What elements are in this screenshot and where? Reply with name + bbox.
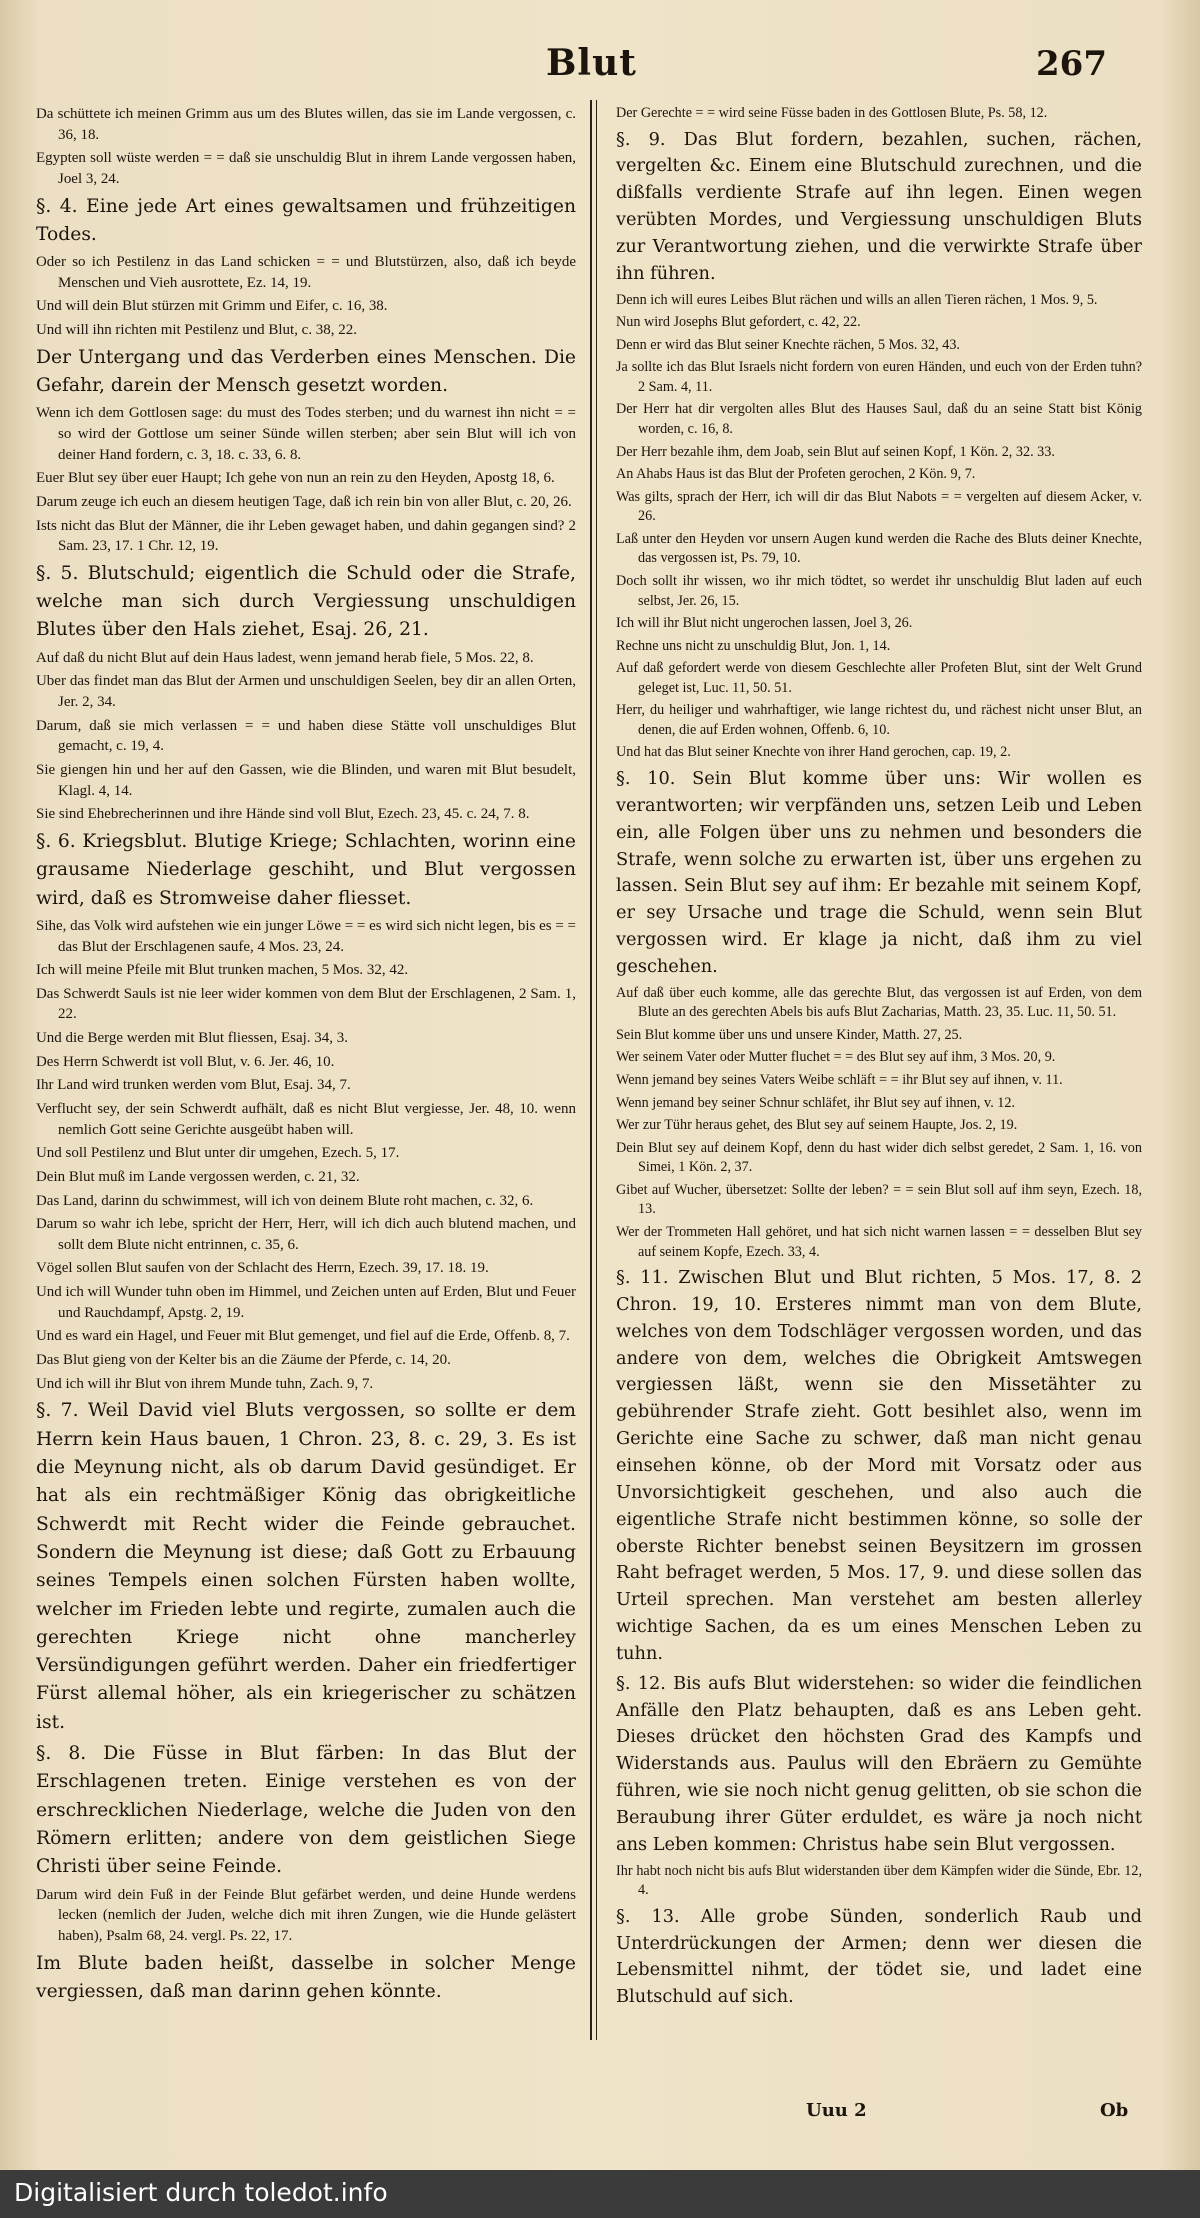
- footer-link[interactable]: toledot.info: [244, 2178, 388, 2207]
- left-column: [36, 104, 576, 2024]
- scripture-quote: Was gilts, sprach der Herr, ich will dir das Blut Nabots = = vergelten auf diesem Acker, v. 26.: [616, 488, 1142, 525]
- catchword: Ob: [1100, 2100, 1129, 2121]
- scripture-quote: Und die Berge werden mit Blut fliessen, Esaj. 34, 3.: [36, 1030, 348, 1047]
- section-paragraph: §. 10. Sein Blut komme über uns: Wir wollen es verantworten; wir verpfänden uns, setzen Leib und Leben ein, alle Folgen über uns zu nehmen und besonders die Strafe, wenn solche zu erwarten ist, über uns ergehen zu lassen. Sein Blut sey auf ihm: Er bezahle mit seinem Kopf, er sey Ursache und trage die Schuld, wenn sein Blut vergossen wird. Er klage ja nicht, daß ihm zu viel geschehen.: [616, 769, 1142, 977]
- scripture-quote: Dein Blut muß im Lande vergossen werden, c. 21, 32.: [36, 1168, 360, 1185]
- signature-mark: Uuu 2: [806, 2100, 867, 2121]
- scripture-quote: Verflucht sey, der sein Schwerdt aufhält, daß es nicht Blut vergiesse, Jer. 48, 10. wenn nemlich Gott seine Gerichte ausgeübt haben will.: [36, 1100, 576, 1138]
- scripture-quote: Und es ward ein Hagel, und Feuer mit Blut gemenget, und fiel auf die Erde, Offenb. 8, 7.: [36, 1328, 570, 1345]
- page-header: [0, 42, 1200, 92]
- scripture-quote: Der Herr hat dir vergolten alles Blut des Hauses Saul, daß du an seine Statt bist König worden, c. 16, 8.: [616, 401, 1142, 437]
- scripture-quote: Das Land, darinn du schwimmest, will ich von deinem Blute roht machen, c. 32, 6.: [36, 1192, 534, 1209]
- scripture-quote: An Ahabs Haus ist das Blut der Profeten gerochen, 2 Kön. 9, 7.: [616, 466, 976, 483]
- scripture-quote: Da schüttete ich meinen Grimm aus um des Blutes willen, das sie im Lande vergossen, c. 36, 18.: [36, 106, 576, 143]
- scripture-quote: Uber das findet man das Blut der Armen und unschuldigen Seelen, bey dir an allen Orten, Jer. 2, 34.: [36, 673, 576, 711]
- scripture-quote: Wer seinem Vater oder Mutter fluchet = = des Blut sey auf ihm, 3 Mos. 20, 9.: [616, 1049, 1056, 1066]
- scripture-quote: Herr, du heiliger und wahrhaftiger, wie lange richtest du, und rächest nicht unser Blut, an denen, die auf Erden wohnen, Offenb. 6, 10.: [616, 702, 1142, 738]
- scripture-quote: Sie sind Ehebrecherinnen und ihre Hände sind voll Blut, Ezech. 23, 45. c. 24, 7. 8.: [36, 806, 530, 823]
- footer-credit: [14, 2178, 388, 2207]
- scripture-quote: Denn er wird das Blut seiner Knechte rächen, 5 Mos. 32, 43.: [616, 336, 960, 353]
- footer-bar: [0, 2170, 1200, 2218]
- scripture-quote: Ihr habt noch nicht bis aufs Blut widerstanden über dem Kämpfen wider die Sünde, Ebr. 12, 4.: [616, 1862, 1142, 1899]
- scripture-quote: Darum, daß sie mich verlassen = = und haben diese Stätte voll unschuldiges Blut gemacht, c. 19, 4.: [36, 717, 576, 755]
- scripture-quote: Des Herrn Schwerdt ist voll Blut, v. 6. Jer. 46, 10.: [36, 1053, 335, 1070]
- scripture-quote: Ihr Land wird trunken werden vom Blut, Esaj. 34, 7.: [36, 1077, 351, 1094]
- column-divider: [590, 100, 592, 2040]
- scripture-quote: Laß unter den Heyden vor unsern Augen kund werden die Rache des Bluts deiner Knechte, das vergossen ist, Ps. 79, 10.: [616, 530, 1142, 567]
- scripture-quote: Nun wird Josephs Blut gefordert, c. 42, 22.: [616, 314, 861, 331]
- right-column: [616, 104, 1142, 2024]
- scripture-quote: Ich will ihr Blut nicht ungerochen lassen, Joel 3, 26.: [616, 615, 913, 632]
- section-paragraph: §. 12. Bis aufs Blut widerstehen: so wider die feindlichen Anfälle den Platz behaupten, daß es ans Leben geht. Dieses drücket den höchsten Grad des Kampfs und Widerstands aus. Paulus will den Ebräern zu Gemühte führen, wie sie noch nicht genug gelitten, ob sie schon die Beraubung ihrer Güter erduldet, es wäre ja noch nicht ans Leben kommen: Christus habe sein Blut vergossen.: [616, 1673, 1142, 1855]
- scripture-quote: Euer Blut sey über euer Haupt; Ich gehe von nun an rein zu den Heyden, Apostg 18, 6.: [36, 470, 555, 487]
- scripture-quote: Wenn jemand bey seines Vaters Weibe schläft = = ihr Blut sey auf ihnen, v. 11.: [616, 1072, 1063, 1088]
- scripture-quote: Ich will meine Pfeile mit Blut trunken machen, 5 Mos. 32, 42.: [36, 962, 409, 979]
- scripture-quote: Darum so wahr ich lebe, spricht der Herr, Herr, will ich dich auch blutend machen, und sollt dem Blute nicht entrinnen, c. 35, 6.: [36, 1216, 576, 1253]
- scripture-quote: Der Gerechte = = wird seine Füsse baden in des Gottlosen Blute, Ps. 58, 12.: [616, 105, 1048, 121]
- scripture-quote: Ists nicht das Blut der Männer, die ihr Leben gewaget haben, und dahin gegangen sind? 2 Sam. 23, 17. 1 Chr. 12, 19.: [36, 517, 576, 555]
- scripture-quote: Rechne uns nicht zu unschuldig Blut, Jon. 1, 14.: [616, 637, 891, 654]
- section-paragraph: §. 6. Kriegsblut. Blutige Kriege; Schlachten, worinn eine grausame Niederlage geschiht, und Blut vergossen wird, daß es Stromweise daher fliesset.: [36, 830, 576, 909]
- scripture-quote: Oder so ich Pestilenz in das Land schicken = = und Blutstürzen, also, daß ich beyde Menschen und Vieh ausrottete, Ez. 14, 19.: [36, 254, 576, 291]
- scripture-quote: Auf daß über euch komme, alle das gerechte Blut, das vergossen ist auf Erden, von dem Blute an des gerechten Abels bis aufs Blut Zacharias, Matth. 23, 35. Luc. 11, 50. 51.: [616, 984, 1142, 1021]
- scripture-quote: Egypten soll wüste werden = = daß sie unschuldig Blut in ihrem Lande vergossen haben, Joel 3, 24.: [36, 150, 576, 187]
- scripture-quote: Sihe, das Volk wird aufstehen wie ein junger Löwe = = es wird sich nicht legen, bis es = = das Blut der Erschlagenen saufe, 4 Mos. 23, 24.: [36, 917, 576, 955]
- scripture-quote: Sie giengen hin und her auf den Gassen, wie die Blinden, und waren mit Blut besudelt, Klagl. 4, 14.: [36, 762, 576, 799]
- scripture-quote: Und will dein Blut stürzen mit Grimm und Eifer, c. 16, 38.: [36, 298, 388, 315]
- scripture-quote: Und ich will Wunder tuhn oben im Himmel, und Zeichen unten auf Erden, Blut und Feuer und Rauchdampf, Apstg. 2, 19.: [36, 1284, 576, 1321]
- scripture-quote: Vögel sollen Blut saufen von der Schlacht des Herrn, Ezech. 39, 17. 18. 19.: [36, 1260, 489, 1277]
- scripture-quote: Das Blut gieng von der Kelter bis an die Zäume der Pferde, c. 14, 20.: [36, 1352, 451, 1369]
- section-paragraph: §. 5. Blutschuld; eigentlich die Schuld oder die Strafe, welche man sich durch Vergiessung unschuldigen Blutes über den Hals ziehet, Esaj. 26, 21.: [36, 562, 576, 641]
- scripture-quote: Wer zur Tühr heraus gehet, des Blut sey auf seinem Haupte, Jos. 2, 19.: [616, 1117, 1018, 1134]
- scripture-quote: Und ich will ihr Blut von ihrem Munde tuhn, Zach. 9, 7.: [36, 1375, 374, 1392]
- section-paragraph: §. 9. Das Blut fordern, bezahlen, suchen, rächen, vergelten &c. Einem eine Blutschuld zurechnen, und die dißfalls verdiente Strafe auf ihn legen. Einen wegen verübten Mordes, und Vergiessung unschuldigen Bluts zur Verantwortung ziehen, und die verwirkte Strafe über ihn führen.: [616, 129, 1142, 284]
- scripture-quote: Und soll Pestilenz und Blut unter dir umgehen, Ezech. 5, 17.: [36, 1145, 400, 1162]
- section-paragraph: §. 7. Weil David viel Bluts vergossen, so sollte er dem Herrn kein Haus bauen, 1 Chron. 23, 8. c. 29, 3. Es ist die Meynung nicht, als ob darum David gesündiget. Er hat als ein rechtmäßiger König das obrigkeitliche Schwerdt mit Recht wider die Feinde gebrauchet. Sondern die Meynung ist diese; daß Gott zu Erbauung seines Tempels einen solchen Fürsten haben wollte, welcher im Frieden lebte und regirte, zumalen auch die gerechten Kriege nicht ohne mancherley Versündigungen geführt werden. Daher ein friedfertiger Fürst allemal höher, als ein kriegerischer zu schätzen ist.: [36, 1400, 576, 1733]
- scripture-quote: Ja sollte ich das Blut Israels nicht fordern von euren Händen, und euch von der Erden tuhn? 2 Sam. 4, 11.: [616, 359, 1142, 395]
- scripture-quote: Darum wird dein Fuß in der Feinde Blut gefärbet werden, und deine Hunde werdens lecken (nemlich der Juden, welche dich mit ihren Zungen, wie die Hunde gelästert haben), Psalm 68, 24. vergl. Ps. 22, 17.: [36, 1886, 576, 1944]
- scripture-quote: Denn ich will eures Leibes Blut rächen und wills an allen Tieren rächen, 1 Mos. 9, 5.: [616, 291, 1098, 308]
- section-paragraph: §. 8. Die Füsse in Blut färben: In das Blut der Erschlagenen treten. Einige verstehen es von der erschrecklichen Niederlage, welche die Juden von den Römern erlitten; andere von dem geistlichen Siege Christi über seine Feinde.: [36, 1743, 576, 1878]
- section-paragraph: Der Untergang und das Verderben eines Menschen. Die Gefahr, darein der Mensch gesetzt worden.: [36, 346, 576, 397]
- scripture-quote: Und will ihn richten mit Pestilenz und Blut, c. 38, 22.: [36, 322, 357, 339]
- scripture-quote: Der Herr bezahle ihm, dem Joab, sein Blut auf seinen Kopf, 1 Kön. 2, 32. 33.: [616, 443, 1055, 460]
- section-paragraph: §. 11. Zwischen Blut und Blut richten, 5 Mos. 17, 8. 2 Chron. 19, 10. Ersteres nimmt man von dem Blute, welches von dem Todschläger vergossen worden, und das andere von dem, welches die Obrigkeit Amtswegen vergiessen läßt, wenn sie den Missetähter zu gebührender Strafe zieht. Gott besihlet also, wenn im Gerichte eine Sache zu schwer, daß man nicht genau einsehen könne, ob der Mord mit Vorsatz oder aus Unvorsichtigkeit geschehen, und also auch die eigentliche Strafe nicht bestimmen könne, so solle der oberste Richter benebst seinen Beysitzern im grossen Raht befraget werden, 5 Mos. 17, 9. und diese sollen das Urteil sprechen. Man verstehet am besten allerley wichtige Sachen, da es um eines Menschen Leben zu tuhn.: [616, 1268, 1142, 1664]
- section-paragraph: §. 13. Alle grobe Sünden, sonderlich Raub und Unterdrückungen der Armen; denn wer diesen die Lebensmittel nihmt, der tödet sie, und ladet eine Blutschuld auf sich.: [616, 1906, 1142, 2008]
- footer-prefix: Digitalisiert durch: [14, 2178, 245, 2207]
- section-paragraph: §. 4. Eine jede Art eines gewaltsamen und frühzeitigen Todes.: [36, 195, 576, 245]
- scripture-quote: Auf daß du nicht Blut auf dein Haus ladest, wenn jemand herab fiele, 5 Mos. 22, 8.: [36, 649, 534, 666]
- scripture-quote: Auf daß gefordert werde von diesem Geschlechte aller Profeten Blut, sint der Welt Grund geleget ist, Luc. 11, 50. 51.: [616, 660, 1142, 696]
- section-paragraph: Im Blute baden heißt, dasselbe in solcher Menge vergiessen, daß man darinn gehen könnte.: [36, 1952, 576, 2002]
- running-head: Blut: [546, 42, 637, 84]
- scripture-quote: Darum zeuge ich euch an diesem heutigen Tage, daß ich rein bin von aller Blut, c. 20, 26.: [36, 493, 572, 510]
- scripture-quote: Gibet auf Wucher, übersetzet: Sollte der leben? = = sein Blut soll auf ihm seyn, Ezech. 18, 13.: [616, 1181, 1142, 1218]
- page-number: 267: [1036, 44, 1107, 84]
- scripture-quote: Sein Blut komme über uns und unsere Kinder, Matth. 27, 25.: [616, 1026, 963, 1043]
- scripture-quote: Wenn jemand bey seiner Schnur schläfet, ihr Blut sey auf ihnen, v. 12.: [616, 1094, 1016, 1111]
- scripture-quote: Wer der Trommeten Hall gehöret, und hat sich nicht warnen lassen = = desselben Blut sey auf seinem Kopfe, Ezech. 33, 4.: [616, 1223, 1142, 1260]
- scripture-quote: Das Schwerdt Sauls ist nie leer wider kommen von dem Blut der Erschlagenen, 2 Sam. 1, 22.: [36, 985, 576, 1023]
- scripture-quote: Wenn ich dem Gottlosen sage: du must des Todes sterben; und du warnest ihn nicht = = so wird der Gottlose um seiner Sünde willen sterben; aber sein Blut will ich von deiner Hand fordern, c. 3, 18. c. 33, 6. 8.: [36, 405, 576, 463]
- scripture-quote: Doch sollt ihr wissen, wo ihr mich tödtet, so werdet ihr unschuldig Blut laden auf euch selbst, Jer. 26, 15.: [616, 572, 1142, 609]
- scripture-quote: Dein Blut sey auf deinem Kopf, denn du hast wider dich selbst geredet, 2 Sam. 1, 16. von Simei, 1 Kön. 2, 37.: [616, 1139, 1142, 1176]
- scripture-quote: Und hat das Blut seiner Knechte von ihrer Hand gerochen, cap. 19, 2.: [616, 744, 1011, 761]
- column-divider-thin: [596, 100, 597, 2040]
